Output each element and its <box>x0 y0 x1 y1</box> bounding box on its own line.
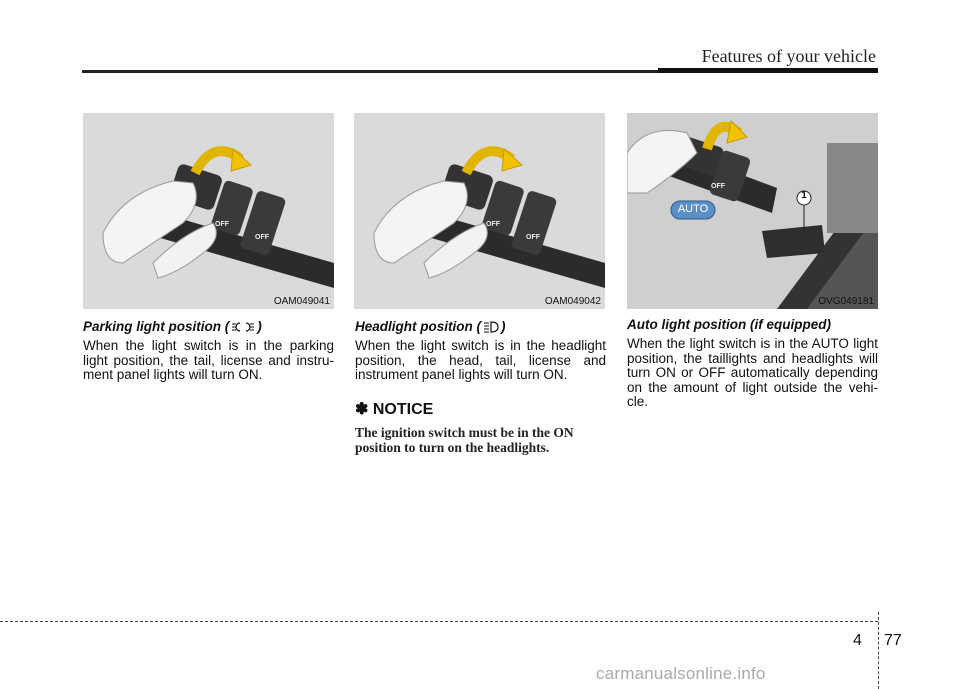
svg-text:OFF: OFF <box>486 221 500 228</box>
figure-code: OAM049042 <box>544 296 601 307</box>
header-title: Features of your vehicle <box>701 46 876 66</box>
parking-light-icon <box>231 321 255 333</box>
section-heading: Parking light position ( ) <box>83 319 262 334</box>
page-number: 77 <box>884 632 902 649</box>
svg-text:OFF: OFF <box>255 234 269 241</box>
figure-code: OAM049041 <box>273 296 330 307</box>
section-heading: Headlight position ( ) <box>355 319 506 334</box>
auto-light-illustration <box>627 113 878 309</box>
section-auto-light <box>627 317 878 410</box>
section-heading: Auto light position (if equipped) <box>627 317 831 332</box>
section-body: When the light switch is in the parking light position, the tail, license and instru-ment panel lights will turn ON. <box>83 338 334 383</box>
notice-body: The ignition switch must be in the ON position to turn on the headlights. <box>355 424 574 455</box>
section-headlight <box>355 319 606 455</box>
figure-parking-light <box>83 113 334 309</box>
notice-title: ✽ NOTICE <box>355 400 434 418</box>
svg-text:OFF: OFF <box>526 234 540 241</box>
figure-headlight <box>354 113 605 309</box>
figure-auto-light <box>627 113 878 309</box>
callout-number: 1 <box>801 190 807 201</box>
watermark: carmanualsonline.info <box>596 664 766 683</box>
auto-badge: AUTO <box>677 203 709 215</box>
section-body: When the light switch is in the headlight position, the head, tail, license and instrument panel lights will turn ON. <box>355 338 606 383</box>
light-switch-illustration <box>83 113 334 309</box>
header-rule-accent <box>658 68 878 73</box>
svg-text:OFF: OFF <box>711 183 725 190</box>
footer-rule <box>0 621 878 622</box>
headlight-icon <box>483 321 499 333</box>
chapter-number: 4 <box>853 632 862 649</box>
footer-divider <box>878 612 880 689</box>
light-switch-illustration <box>354 113 605 309</box>
section-parking-light <box>83 319 334 383</box>
svg-text:OFF: OFF <box>215 221 229 228</box>
section-body: When the light switch is in the AUTO light position, the taillights and headlights will turn ON or OFF automatically depending on the amount of light outside the vehi-cle. <box>627 336 878 410</box>
figure-code: OVG049181 <box>818 296 874 307</box>
